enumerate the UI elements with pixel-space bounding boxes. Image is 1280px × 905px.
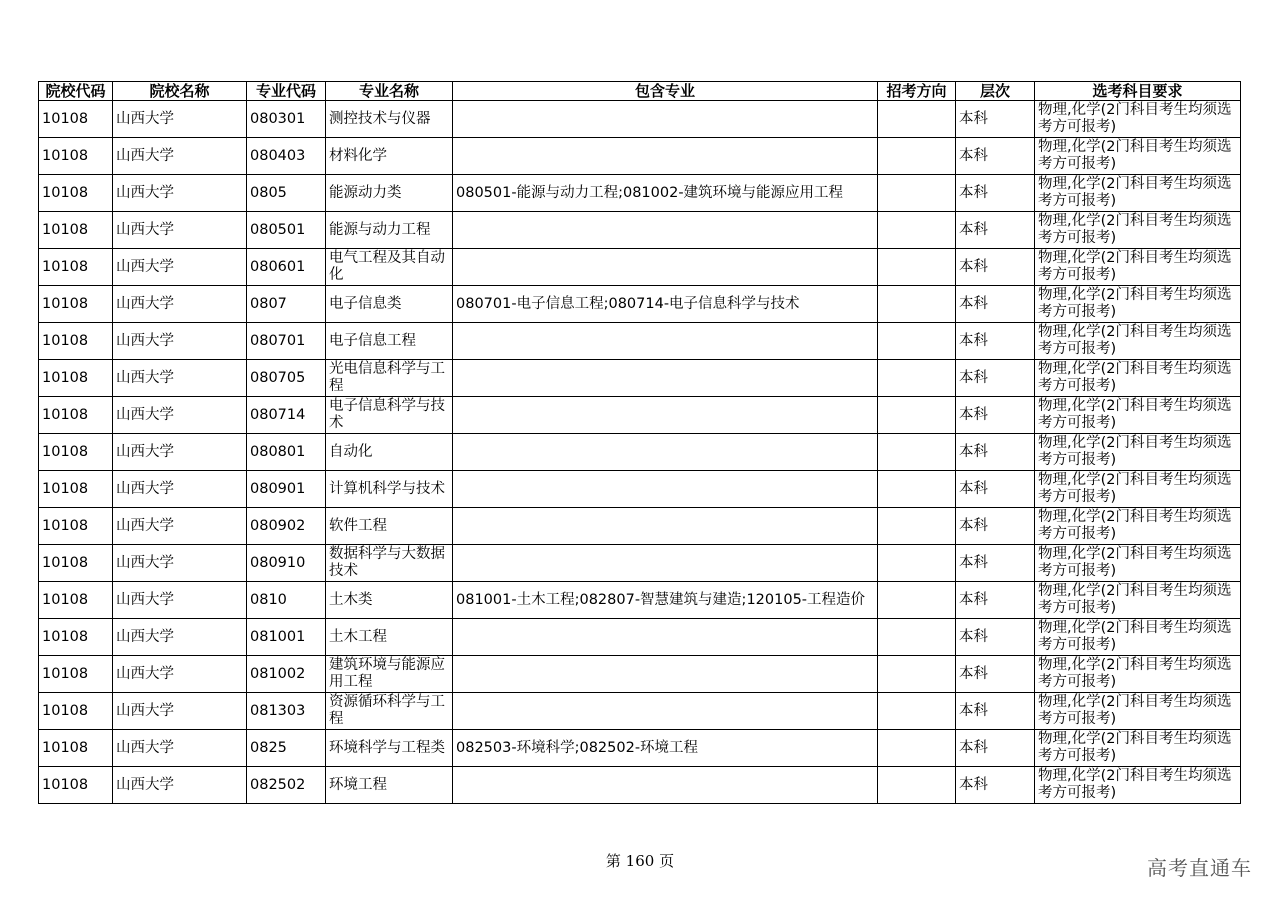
cell-school-code: 10108 — [39, 471, 113, 508]
cell-included-majors: 081001-土木工程;082807-智慧建筑与建造;120105-工程造价 — [453, 582, 878, 619]
cell-direction — [878, 212, 956, 249]
cell-direction — [878, 619, 956, 656]
cell-requirement: 物理,化学(2门科目考生均须选考方可报考) — [1035, 434, 1241, 471]
cell-included-majors — [453, 471, 878, 508]
header-requirement: 选考科目要求 — [1035, 82, 1241, 101]
cell-school-name: 山西大学 — [113, 619, 247, 656]
cell-included-majors — [453, 434, 878, 471]
header-direction: 招考方向 — [878, 82, 956, 101]
cell-major-name: 电子信息类 — [326, 286, 453, 323]
cell-major-name: 土木工程 — [326, 619, 453, 656]
cell-direction — [878, 138, 956, 175]
table-row — [39, 656, 1241, 693]
cell-major-code: 080701 — [247, 323, 326, 360]
cell-major-name: 能源与动力工程 — [326, 212, 453, 249]
cell-level: 本科 — [956, 693, 1035, 730]
cell-level: 本科 — [956, 360, 1035, 397]
cell-school-name: 山西大学 — [113, 323, 247, 360]
cell-level: 本科 — [956, 619, 1035, 656]
header-included-majors: 包含专业 — [453, 82, 878, 101]
cell-level: 本科 — [956, 508, 1035, 545]
cell-direction — [878, 397, 956, 434]
cell-school-name: 山西大学 — [113, 397, 247, 434]
cell-major-name: 建筑环境与能源应用工程 — [326, 656, 453, 693]
cell-school-code: 10108 — [39, 175, 113, 212]
cell-included-majors — [453, 656, 878, 693]
table-body — [39, 101, 1241, 804]
cell-major-code: 080501 — [247, 212, 326, 249]
cell-level: 本科 — [956, 767, 1035, 804]
table-row — [39, 397, 1241, 434]
cell-major-code: 080714 — [247, 397, 326, 434]
cell-direction — [878, 767, 956, 804]
table-row — [39, 619, 1241, 656]
cell-school-code: 10108 — [39, 138, 113, 175]
cell-direction — [878, 582, 956, 619]
cell-level: 本科 — [956, 471, 1035, 508]
cell-requirement: 物理,化学(2门科目考生均须选考方可报考) — [1035, 397, 1241, 434]
cell-level: 本科 — [956, 249, 1035, 286]
cell-level: 本科 — [956, 212, 1035, 249]
cell-major-code: 081303 — [247, 693, 326, 730]
cell-major-name: 电气工程及其自动化 — [326, 249, 453, 286]
cell-requirement: 物理,化学(2门科目考生均须选考方可报考) — [1035, 656, 1241, 693]
page-number: 第 160 页 — [605, 852, 675, 870]
cell-major-name: 环境科学与工程类 — [326, 730, 453, 767]
cell-major-code: 080902 — [247, 508, 326, 545]
cell-major-name: 测控技术与仪器 — [326, 101, 453, 138]
cell-level: 本科 — [956, 323, 1035, 360]
cell-major-code: 0825 — [247, 730, 326, 767]
cell-school-name: 山西大学 — [113, 434, 247, 471]
cell-level: 本科 — [956, 397, 1035, 434]
cell-level: 本科 — [956, 434, 1035, 471]
cell-included-majors — [453, 360, 878, 397]
cell-school-name: 山西大学 — [113, 360, 247, 397]
cell-school-name: 山西大学 — [113, 175, 247, 212]
cell-included-majors — [453, 101, 878, 138]
cell-level: 本科 — [956, 175, 1035, 212]
cell-school-code: 10108 — [39, 397, 113, 434]
cell-requirement: 物理,化学(2门科目考生均须选考方可报考) — [1035, 508, 1241, 545]
cell-major-code: 080910 — [247, 545, 326, 582]
cell-requirement: 物理,化学(2门科目考生均须选考方可报考) — [1035, 471, 1241, 508]
cell-major-code: 0805 — [247, 175, 326, 212]
cell-direction — [878, 730, 956, 767]
cell-level: 本科 — [956, 101, 1035, 138]
cell-direction — [878, 249, 956, 286]
cell-included-majors: 080701-电子信息工程;080714-电子信息科学与技术 — [453, 286, 878, 323]
cell-major-name: 光电信息科学与工程 — [326, 360, 453, 397]
cell-included-majors: 080501-能源与动力工程;081002-建筑环境与能源应用工程 — [453, 175, 878, 212]
cell-major-code: 080601 — [247, 249, 326, 286]
cell-major-code: 0807 — [247, 286, 326, 323]
cell-school-name: 山西大学 — [113, 212, 247, 249]
cell-requirement: 物理,化学(2门科目考生均须选考方可报考) — [1035, 619, 1241, 656]
cell-level: 本科 — [956, 545, 1035, 582]
cell-school-code: 10108 — [39, 508, 113, 545]
header-school-code: 院校代码 — [39, 82, 113, 101]
cell-included-majors — [453, 249, 878, 286]
table-row — [39, 471, 1241, 508]
table-row — [39, 286, 1241, 323]
cell-requirement: 物理,化学(2门科目考生均须选考方可报考) — [1035, 693, 1241, 730]
cell-school-code: 10108 — [39, 767, 113, 804]
cell-major-code: 082502 — [247, 767, 326, 804]
cell-requirement: 物理,化学(2门科目考生均须选考方可报考) — [1035, 545, 1241, 582]
cell-included-majors — [453, 619, 878, 656]
cell-school-code: 10108 — [39, 582, 113, 619]
cell-school-code: 10108 — [39, 249, 113, 286]
header-row — [39, 82, 1241, 101]
cell-included-majors — [453, 545, 878, 582]
cell-major-name: 环境工程 — [326, 767, 453, 804]
cell-major-name: 能源动力类 — [326, 175, 453, 212]
cell-school-code: 10108 — [39, 323, 113, 360]
cell-major-code: 081001 — [247, 619, 326, 656]
cell-major-name: 资源循环科学与工程 — [326, 693, 453, 730]
cell-level: 本科 — [956, 582, 1035, 619]
admission-table — [38, 81, 1241, 804]
cell-school-name: 山西大学 — [113, 730, 247, 767]
cell-school-code: 10108 — [39, 434, 113, 471]
cell-requirement: 物理,化学(2门科目考生均须选考方可报考) — [1035, 323, 1241, 360]
cell-included-majors — [453, 508, 878, 545]
cell-included-majors — [453, 323, 878, 360]
cell-school-code: 10108 — [39, 693, 113, 730]
cell-included-majors — [453, 767, 878, 804]
cell-school-name: 山西大学 — [113, 101, 247, 138]
table-row — [39, 360, 1241, 397]
cell-level: 本科 — [956, 730, 1035, 767]
cell-direction — [878, 286, 956, 323]
cell-level: 本科 — [956, 138, 1035, 175]
cell-direction — [878, 508, 956, 545]
cell-school-name: 山西大学 — [113, 582, 247, 619]
table-row — [39, 434, 1241, 471]
table-row — [39, 138, 1241, 175]
table-row — [39, 101, 1241, 138]
cell-major-code: 080801 — [247, 434, 326, 471]
cell-school-name: 山西大学 — [113, 138, 247, 175]
cell-school-code: 10108 — [39, 619, 113, 656]
cell-included-majors: 082503-环境科学;082502-环境工程 — [453, 730, 878, 767]
cell-included-majors — [453, 212, 878, 249]
cell-school-code: 10108 — [39, 730, 113, 767]
cell-direction — [878, 175, 956, 212]
cell-major-name: 材料化学 — [326, 138, 453, 175]
cell-direction — [878, 471, 956, 508]
cell-school-name: 山西大学 — [113, 545, 247, 582]
cell-school-name: 山西大学 — [113, 656, 247, 693]
cell-major-name: 数据科学与大数据技术 — [326, 545, 453, 582]
header-major-code: 专业代码 — [247, 82, 326, 101]
cell-requirement: 物理,化学(2门科目考生均须选考方可报考) — [1035, 730, 1241, 767]
cell-requirement: 物理,化学(2门科目考生均须选考方可报考) — [1035, 582, 1241, 619]
cell-school-code: 10108 — [39, 101, 113, 138]
cell-requirement: 物理,化学(2门科目考生均须选考方可报考) — [1035, 360, 1241, 397]
cell-requirement: 物理,化学(2门科目考生均须选考方可报考) — [1035, 212, 1241, 249]
cell-requirement: 物理,化学(2门科目考生均须选考方可报考) — [1035, 101, 1241, 138]
cell-direction — [878, 434, 956, 471]
cell-direction — [878, 360, 956, 397]
table-row — [39, 693, 1241, 730]
cell-school-code: 10108 — [39, 286, 113, 323]
cell-major-code: 080901 — [247, 471, 326, 508]
cell-direction — [878, 656, 956, 693]
cell-school-name: 山西大学 — [113, 767, 247, 804]
table-row — [39, 508, 1241, 545]
cell-school-name: 山西大学 — [113, 508, 247, 545]
cell-major-code: 080705 — [247, 360, 326, 397]
cell-school-code: 10108 — [39, 360, 113, 397]
cell-school-name: 山西大学 — [113, 286, 247, 323]
cell-major-code: 0810 — [247, 582, 326, 619]
cell-included-majors — [453, 397, 878, 434]
cell-school-name: 山西大学 — [113, 471, 247, 508]
table-row — [39, 323, 1241, 360]
header-level: 层次 — [956, 82, 1035, 101]
cell-major-code: 080403 — [247, 138, 326, 175]
cell-major-name: 电子信息科学与技术 — [326, 397, 453, 434]
cell-direction — [878, 545, 956, 582]
cell-direction — [878, 693, 956, 730]
cell-major-name: 软件工程 — [326, 508, 453, 545]
cell-major-name: 自动化 — [326, 434, 453, 471]
table-row — [39, 249, 1241, 286]
cell-major-name: 计算机科学与技术 — [326, 471, 453, 508]
cell-requirement: 物理,化学(2门科目考生均须选考方可报考) — [1035, 138, 1241, 175]
cell-included-majors — [453, 693, 878, 730]
cell-direction — [878, 101, 956, 138]
cell-level: 本科 — [956, 656, 1035, 693]
cell-major-code: 081002 — [247, 656, 326, 693]
cell-school-code: 10108 — [39, 212, 113, 249]
cell-requirement: 物理,化学(2门科目考生均须选考方可报考) — [1035, 249, 1241, 286]
cell-school-name: 山西大学 — [113, 693, 247, 730]
header-school-name: 院校名称 — [113, 82, 247, 101]
table-row — [39, 545, 1241, 582]
cell-included-majors — [453, 138, 878, 175]
watermark: 高考直通车 — [1147, 856, 1252, 880]
cell-requirement: 物理,化学(2门科目考生均须选考方可报考) — [1035, 767, 1241, 804]
table-row — [39, 767, 1241, 804]
cell-requirement: 物理,化学(2门科目考生均须选考方可报考) — [1035, 286, 1241, 323]
cell-requirement: 物理,化学(2门科目考生均须选考方可报考) — [1035, 175, 1241, 212]
header-major-name: 专业名称 — [326, 82, 453, 101]
cell-major-name: 电子信息工程 — [326, 323, 453, 360]
table-row — [39, 175, 1241, 212]
table-row — [39, 212, 1241, 249]
cell-major-name: 土木类 — [326, 582, 453, 619]
cell-direction — [878, 323, 956, 360]
table-row — [39, 582, 1241, 619]
cell-major-code: 080301 — [247, 101, 326, 138]
cell-school-code: 10108 — [39, 545, 113, 582]
cell-school-code: 10108 — [39, 656, 113, 693]
cell-school-name: 山西大学 — [113, 249, 247, 286]
table-row — [39, 730, 1241, 767]
cell-level: 本科 — [956, 286, 1035, 323]
